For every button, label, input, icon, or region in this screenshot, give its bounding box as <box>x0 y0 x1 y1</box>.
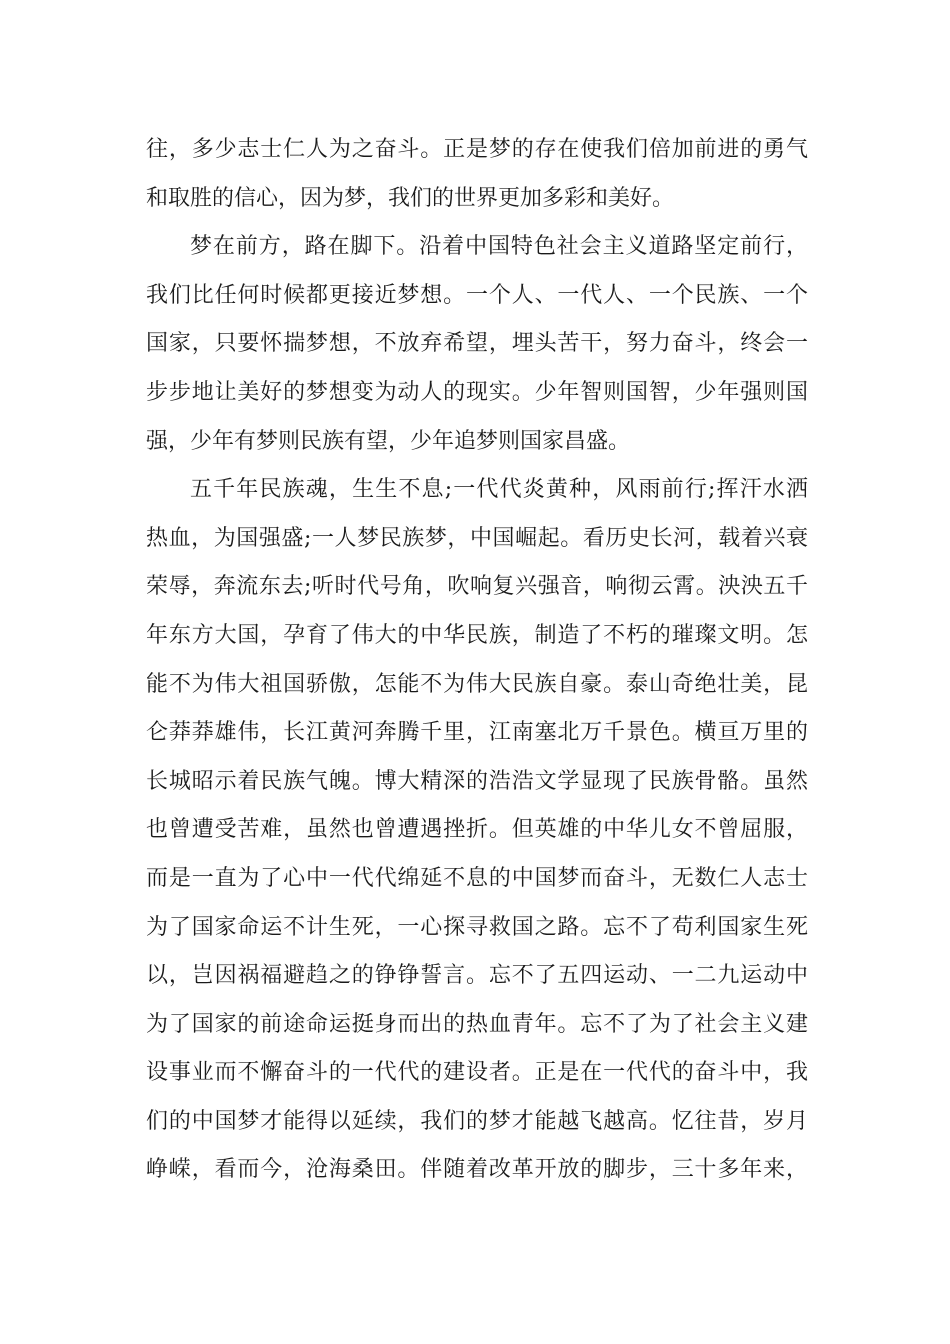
text-line: 荣辱，奔流东去;听时代号角，吹响复兴强音，响彻云霄。泱泱五千 <box>146 574 808 600</box>
text-line: 能不为伟大祖国骄傲，怎能不为伟大民族自豪。泰山奇绝壮美，昆 <box>146 671 808 697</box>
text-line: 也曾遭受苦难，虽然也曾遭遇挫折。但英雄的中华儿女不曾屈服， <box>146 817 808 843</box>
text-line: 我们比任何时候都更接近梦想。一个人、一代人、一个民族、一个 <box>146 282 808 308</box>
text-line: 年东方大国，孕育了伟大的中华民族，制造了不朽的璀璨文明。怎 <box>146 622 808 648</box>
text-line: 仑莽莽雄伟，长江黄河奔腾千里，江南塞北万千景色。横亘万里的 <box>146 720 808 746</box>
text-line: 步步地让美好的梦想变为动人的现实。少年智则国智，少年强则国 <box>146 379 808 405</box>
text-line: 而是一直为了心中一代代绵延不息的中国梦而奋斗，无数仁人志士 <box>146 865 808 891</box>
text-line: 峥嵘，看而今，沧海桑田。伴随着改革开放的脚步，三十多年来， <box>146 1157 808 1183</box>
text-line: 为了国家命运不计生死，一心探寻救国之路。忘不了苟利国家生死 <box>146 914 808 940</box>
text-line: 往，多少志士仁人为之奋斗。正是梦的存在使我们倍加前进的勇气 <box>146 137 808 162</box>
text-line: 和取胜的信心，因为梦，我们的世界更加多彩和美好。 <box>146 185 675 211</box>
text-line: 们的中国梦才能得以延续，我们的梦才能越飞越高。忆往昔，岁月 <box>146 1108 808 1134</box>
text-line: 国家，只要怀揣梦想，不放弃希望，埋头苦干，努力奋斗，终会一 <box>146 331 808 357</box>
text-line: 强，少年有梦则民族有望，少年追梦则国家昌盛。 <box>146 428 631 454</box>
text-line: 梦在前方，路在脚下。沿着中国特色社会主义道路坚定前行， <box>190 234 808 260</box>
body-text <box>146 126 808 1195</box>
text-line: 以，岂因祸福避趋之的铮铮誓言。忘不了五四运动、一二九运动中 <box>146 963 808 989</box>
text-line: 为了国家的前途命运挺身而出的热血青年。忘不了为了社会主义建 <box>146 1011 808 1037</box>
text-line: 五千年民族魂，生生不息;一代代炎黄种，风雨前行;挥汗水洒 <box>190 477 808 503</box>
text-line: 长城昭示着民族气魄。博大精深的浩浩文学显现了民族骨骼。虽然 <box>146 768 808 794</box>
text-line: 设事业而不懈奋斗的一代代的建设者。正是在一代代的奋斗中，我 <box>146 1060 808 1086</box>
text-line: 热血，为国强盛;一人梦民族梦，中国崛起。看历史长河，载着兴衰 <box>146 525 808 551</box>
